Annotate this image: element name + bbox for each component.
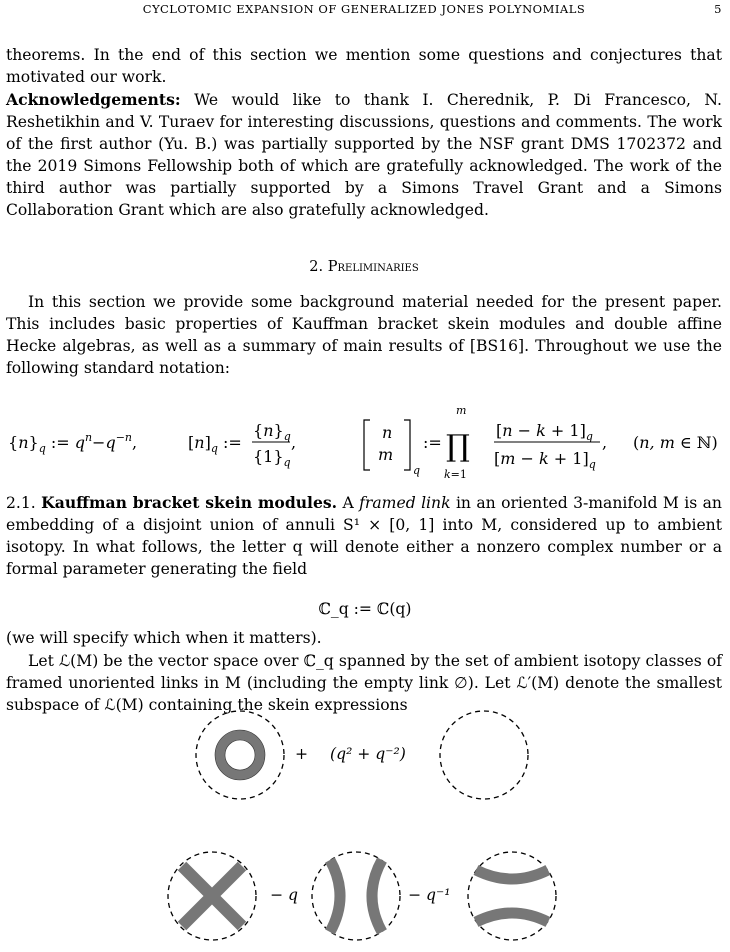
svg-text:,: , <box>602 433 608 452</box>
running-header <box>6 2 722 22</box>
page-number: 5 <box>714 2 722 16</box>
svg-text:[m − k + 1]q: $[m - k + 1]_q$ <box>494 449 596 471</box>
skein-relation-crossing <box>0 848 730 952</box>
svg-text:∏: ∏ <box>446 429 470 464</box>
section-heading <box>6 256 722 278</box>
notation-formula <box>0 398 730 490</box>
svg-text:q: q <box>413 464 421 477</box>
section-number: 2. <box>309 259 324 275</box>
svg-text:{1}q: $\{1\}_q$ <box>253 447 291 469</box>
acknowledgements-label: Acknowledgements: <box>6 90 181 109</box>
section-intro-text: In this section we provide some background material needed for the present paper. This includes basic properties of Kauffman bracket skein modules and double affine Hecke algebras, as well as a summary of main results of [BS16]. Throughout we use the following standard notation: <box>6 293 722 377</box>
field-definition: ℂ_q := ℂ(q) <box>318 600 412 618</box>
vector-space-text: Let ℒ(M) be the vector space over ℂ_q spanned by the set of ambient isotopy classes of framed unoriented links in M (including the empty link ∅). Let ℒ′(M) denote the smallest subspace of ℒ(M) containing the skein expressions <box>6 652 722 714</box>
svg-text:[n − k + 1]q: $[n - k + 1]_q$ <box>496 421 593 443</box>
svg-text:[n]q :=: $[n]_q$ := <box>188 433 242 455</box>
svg-text:{n}q: $\{n\}_q$ <box>253 421 291 443</box>
section-title: Preliminaries <box>327 259 419 275</box>
svg-text:,: , <box>291 433 297 452</box>
field-note: (we will specify which when it matters). <box>6 629 322 647</box>
svg-text::=: := <box>423 433 442 452</box>
subsection-title: Kauffman bracket skein modules. <box>41 493 338 512</box>
skein-plus: + <box>295 745 309 763</box>
intro-paragraph <box>6 44 722 88</box>
subsection-number: 2.1. <box>6 494 36 512</box>
svg-text:{n}q := qn−q−n,: $\{n\}_q$ := $q^n-q^{-n}$, <box>8 431 138 455</box>
subsection-paragraph <box>6 492 722 580</box>
section-intro-paragraph <box>6 291 722 379</box>
subsection-text-b: in an oriented 3-manifold M is an embedding of a disjoint union of annuli S¹ × [0, 1] into M, considered up to ambient isotopy. In what follows, the letter q will denote either a nonzero complex number or a formal parameter generating the field <box>6 494 722 578</box>
acknowledgements-paragraph <box>6 89 722 221</box>
svg-text:n: n <box>382 423 393 442</box>
svg-text:m: m <box>378 445 394 464</box>
skein-minus-qinv: − q⁻¹ <box>408 886 451 904</box>
svg-text:(n, m ∈ ℕ): (n, m ∈ ℕ) <box>633 433 718 452</box>
skein-minus-q: − q <box>270 886 299 904</box>
svg-text:k=1: k=1 <box>444 468 467 481</box>
framed-link-term: framed link <box>359 494 451 512</box>
subsection-text-a: A <box>337 494 360 512</box>
skein-coefficient: (q² + q⁻²) <box>330 745 406 763</box>
svg-text:m: m <box>456 404 467 417</box>
intro-text: theorems. In the end of this section we mention some questions and conjectures that motivated our work. <box>6 46 722 86</box>
acknowledgements-text: We would like to thank I. Cherednik, P. Di Francesco, N. Reshetikhin and V. Turaev for interesting discussions, questions and comments. The work of the first author (Yu. B.) was partially supported by the NSF grant DMS 1702372 and the 2019 Simons Fellowship both of which are gratefully acknowledged. The work of the third author was partially supported by a Simons Travel Grant and a Simons Collaboration Grant which are also gratefully acknowledged. <box>6 91 722 219</box>
running-title: CYCLOTOMIC EXPANSION OF GENERALIZED JONES POLYNOMIALS <box>142 2 586 16</box>
